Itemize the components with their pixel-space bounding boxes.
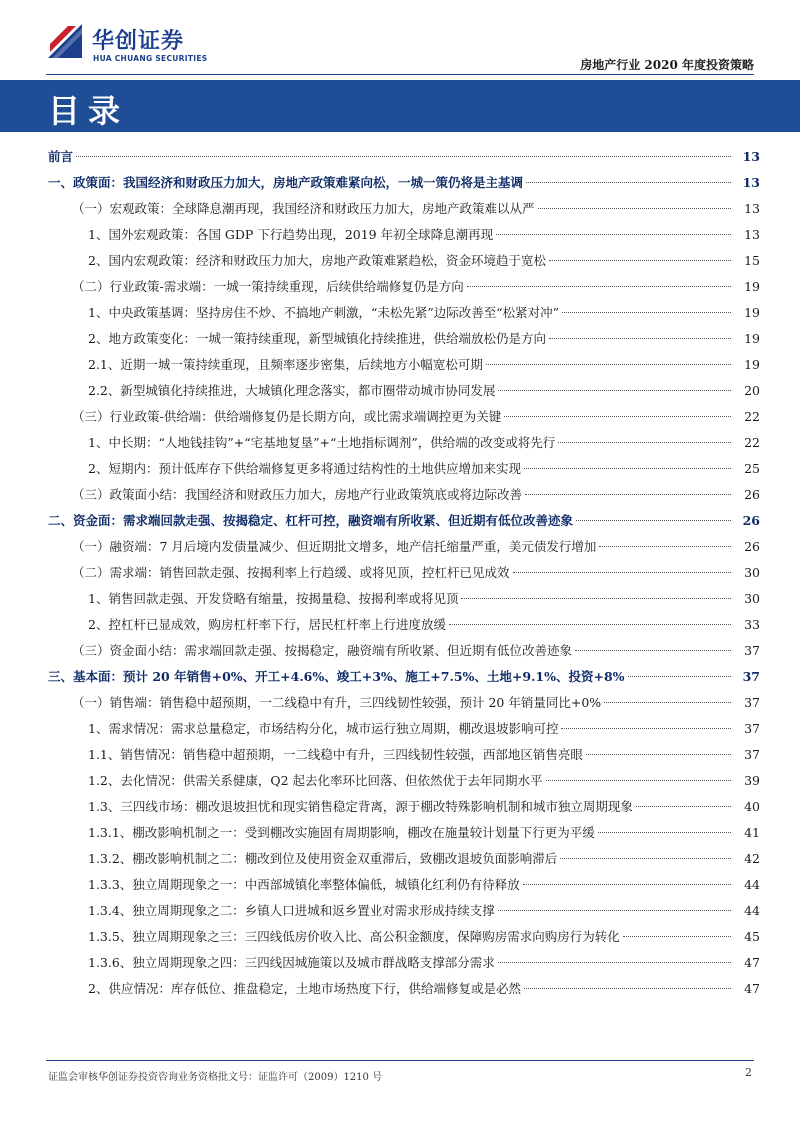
report-title: 房地产行业 2020 年度投资策略 xyxy=(580,58,754,72)
footer-divider xyxy=(46,1060,754,1061)
toc-entry[interactable] xyxy=(48,326,760,352)
toc-entry-page: 13 xyxy=(744,227,760,242)
toc-leader-dots xyxy=(524,988,731,989)
toc-entry-title: （一）宏观政策：全球降息潮再现，我国经济和财政压力加大，房地产政策难以从严 xyxy=(72,201,535,216)
toc-entry-page: 42 xyxy=(744,851,760,866)
toc-leader-dots xyxy=(496,234,731,235)
toc-leader-dots xyxy=(636,806,731,807)
toc-heading: 目录 xyxy=(48,92,129,130)
toc-entry[interactable] xyxy=(48,664,760,690)
toc-entry-title: 一、政策面：我国经济和财政压力加大，房地产政策难紧向松，一城一策仍将是主基调 xyxy=(48,175,524,190)
toc-banner xyxy=(0,80,800,132)
toc-entry[interactable] xyxy=(48,378,760,404)
toc-entry[interactable] xyxy=(48,196,760,222)
toc-entry-title: 1.3.2、棚改影响机制之二：棚改到位及使用资金双重滞后，致棚改退坡负面影响滞后 xyxy=(88,851,558,866)
toc-entry-title: 1、国外宏观政策：各国 GDP 下行趋势出现，2019 年初全球降息潮再现 xyxy=(88,227,494,242)
toc-leader-dots xyxy=(549,338,731,339)
toc-entry[interactable] xyxy=(48,352,760,378)
toc-entry-title: 前言 xyxy=(48,149,74,164)
toc-entry-title: 2.1、近期一城一策持续重现，且频率逐步密集，后续地方小幅宽松可期 xyxy=(88,357,483,372)
toc-entry-title: （三）资金面小结：需求端回款走强、按揭稳定，融资端有所收紧、但近期有低位改善迹象 xyxy=(72,643,573,658)
toc-entry-title: （三）行业政策-供给端：供给端修复仍是长期方向，或比需求端调控更为关键 xyxy=(72,409,502,424)
toc-entry-title: 1.1、销售情况：销售稳中超预期，一二线稳中有升，三四线韧性较强，西部地区销售亮眼 xyxy=(88,747,583,762)
toc-leader-dots xyxy=(576,520,731,521)
toc-entry-page: 40 xyxy=(744,799,760,814)
toc-entry-title: （一）融资端：7 月后境内发债量减少、但近期批文增多，地产信托缩量严重，美元债发行增加 xyxy=(72,539,597,554)
toc-entry-page: 30 xyxy=(744,565,760,580)
toc-entry[interactable] xyxy=(48,846,760,872)
brand-name-en: HUA CHUANG SECURITIES xyxy=(93,54,208,63)
toc-entry-title: 三、基本面：预计 20 年销售+0%、开工+4.6%、竣工+3%、施工+7.5%、土地+9.1%、投资+8% xyxy=(48,669,625,684)
toc-leader-dots xyxy=(562,312,731,313)
toc-entry[interactable] xyxy=(48,898,760,924)
toc-leader-dots xyxy=(549,260,731,261)
toc-entry[interactable] xyxy=(48,716,760,742)
toc-leader-dots xyxy=(538,208,731,209)
toc-entry-page: 39 xyxy=(744,773,760,788)
toc-leader-dots xyxy=(604,702,731,703)
toc-entry-page: 26 xyxy=(744,487,760,502)
toc-entry[interactable] xyxy=(48,586,760,612)
toc-entry[interactable] xyxy=(48,430,760,456)
toc-entry-page: 37 xyxy=(744,747,760,762)
toc-entry[interactable] xyxy=(48,950,760,976)
toc-entry-title: （一）销售端：销售稳中超预期，一二线稳中有升，三四线韧性较强，预计 20 年销量同比+0% xyxy=(72,695,602,710)
toc-leader-dots xyxy=(498,910,731,911)
toc-entry-title: 1.3.4、独立周期现象之二：乡镇人口进城和返乡置业对需求形成持续支撑 xyxy=(88,903,495,918)
toc-entry-title: 1、需求情况：需求总量稳定，市场结构分化，城市运行独立周期，棚改退坡影响可控 xyxy=(88,721,559,736)
toc-entry-page: 19 xyxy=(744,357,760,372)
toc-leader-dots xyxy=(546,780,731,781)
toc-entry-page: 44 xyxy=(744,903,760,918)
toc-entry-page: 41 xyxy=(744,825,760,840)
toc-entry[interactable] xyxy=(48,508,760,534)
toc-leader-dots xyxy=(599,546,731,547)
toc-entry-title: 1.3.5、独立周期现象之三：三四线低房价收入比、高公积金额度，保障购房需求向购房行为转化 xyxy=(88,929,620,944)
toc-leader-dots xyxy=(498,390,731,391)
toc-entry[interactable] xyxy=(48,144,760,170)
toc-entry-title: 2、控杠杆已显成效，购房杠杆率下行，居民杠杆率上行进度放缓 xyxy=(88,617,446,632)
toc-entry-page: 30 xyxy=(744,591,760,606)
toc-entry[interactable] xyxy=(48,456,760,482)
toc-entry-title: 二、资金面：需求端回款走强、按揭稳定、杠杆可控，融资端有所收紧、但近期有低位改善迹象 xyxy=(48,513,574,528)
toc-entry[interactable] xyxy=(48,170,760,196)
toc-entry[interactable] xyxy=(48,222,760,248)
toc-entry-page: 22 xyxy=(744,435,760,450)
toc-leader-dots xyxy=(513,572,731,573)
page-header xyxy=(0,0,800,80)
toc-leader-dots xyxy=(525,494,731,495)
toc-entry[interactable] xyxy=(48,690,760,716)
toc-entry[interactable] xyxy=(48,274,760,300)
toc-leader-dots xyxy=(467,286,731,287)
toc-entry-page: 19 xyxy=(744,279,760,294)
toc-entry-title: 2、国内宏观政策：经济和财政压力加大，房地产政策难紧趋松，资金环境趋于宽松 xyxy=(88,253,546,268)
toc-leader-dots xyxy=(523,884,731,885)
toc-entry[interactable] xyxy=(48,300,760,326)
toc-entry-title: 1.2、去化情况：供需关系健康，Q2 起去化率环比回落、但依然优于去年同期水平 xyxy=(88,773,543,788)
toc-entry-page: 26 xyxy=(742,513,760,528)
toc-entry[interactable] xyxy=(48,612,760,638)
toc-entry-title: 2.2、新型城镇化持续推进，大城镇化理念落实，都市圈带动城市协同发展 xyxy=(88,383,496,398)
toc-entry[interactable] xyxy=(48,794,760,820)
toc-leader-dots xyxy=(526,182,731,183)
brand-name-cn: 华创证券 xyxy=(92,29,185,54)
toc-entry-page: 22 xyxy=(744,409,760,424)
toc-entry[interactable] xyxy=(48,248,760,274)
toc-leader-dots xyxy=(561,728,731,729)
toc-entry-title: 1.3.3、独立周期现象之一：中西部城镇化率整体偏低，城镇化红利仍有待释放 xyxy=(88,877,520,892)
toc-entry-page: 25 xyxy=(744,461,760,476)
toc-entry-title: 1.3.6、独立周期现象之四：三四线因城施策以及城市群战略支撑部分需求 xyxy=(88,955,495,970)
toc-leader-dots xyxy=(586,754,731,755)
toc-entry-page: 45 xyxy=(744,929,760,944)
toc-entry-page: 47 xyxy=(744,955,760,970)
toc-entry-title: 1.3、三四线市场：棚改退坡担忧和现实销售稳定背离，源于棚改特殊影响机制和城市独立周期现象 xyxy=(88,799,633,814)
toc-entry-title: 2、短期内：预计低库存下供给端修复更多将通过结构性的土地供应增加来实现 xyxy=(88,461,521,476)
toc-entry-title: 2、地方政策变化：一城一策持续重现，新型城镇化持续推进，供给端放松仍是方向 xyxy=(88,331,546,346)
toc-entry[interactable] xyxy=(48,638,760,664)
page-number: 2 xyxy=(745,1066,752,1079)
toc-entry[interactable] xyxy=(48,924,760,950)
toc-entry-page: 20 xyxy=(744,383,760,398)
toc-entry-title: 1、中央政策基调：坚持房住不炒、不搞地产刺激，“未松先紧”边际改善至“松紧对冲” xyxy=(88,305,560,320)
toc-entry[interactable] xyxy=(48,976,760,1002)
header-divider xyxy=(46,74,754,75)
toc-leader-dots xyxy=(461,598,731,599)
toc-entry[interactable] xyxy=(48,482,760,508)
toc-entry[interactable] xyxy=(48,872,760,898)
toc-leader-dots xyxy=(524,468,731,469)
toc-entry-page: 37 xyxy=(744,721,760,736)
toc-entry-page: 47 xyxy=(744,981,760,996)
toc-entry[interactable] xyxy=(48,560,760,586)
toc-entry-title: （二）行业政策-需求端：一城一策持续重现，后续供给端修复仍是方向 xyxy=(72,279,464,294)
toc-entry-page: 26 xyxy=(744,539,760,554)
toc-leader-dots xyxy=(449,624,731,625)
toc-entry-title: 2、供应情况：库存低位、推盘稳定，土地市场热度下行，供给端修复或是必然 xyxy=(88,981,521,996)
license-note: 证监会审核华创证券投资咨询业务资格批文号：证监许可（2009）1210 号 xyxy=(48,1072,383,1083)
toc-leader-dots xyxy=(623,936,731,937)
toc-entry-page: 37 xyxy=(742,669,760,684)
toc-entry-page: 44 xyxy=(744,877,760,892)
toc-leader-dots xyxy=(560,858,731,859)
toc-entry[interactable] xyxy=(48,820,760,846)
huachuang-logo-icon xyxy=(46,22,84,60)
toc-entry-page: 13 xyxy=(744,201,760,216)
toc-leader-dots xyxy=(498,962,731,963)
toc-entry-page: 15 xyxy=(744,253,760,268)
toc-leader-dots xyxy=(575,650,731,651)
toc-entry-page: 19 xyxy=(744,331,760,346)
toc-leader-dots xyxy=(628,676,731,677)
toc-entry-page: 33 xyxy=(744,617,760,632)
toc-entry-page: 13 xyxy=(742,175,760,190)
toc-entry[interactable] xyxy=(48,404,760,430)
toc-entry[interactable] xyxy=(48,742,760,768)
toc-entry-title: 1.3.1、棚改影响机制之一：受到棚改实施固有周期影响，棚改在施量较计划量下行更为平缓 xyxy=(88,825,595,840)
toc-entry-page: 13 xyxy=(742,149,760,164)
toc-leader-dots xyxy=(486,364,731,365)
toc-entry[interactable] xyxy=(48,768,760,794)
toc-entry-page: 19 xyxy=(744,305,760,320)
toc-leader-dots xyxy=(76,156,731,157)
toc-entry-page: 37 xyxy=(744,643,760,658)
toc-leader-dots xyxy=(558,442,731,443)
toc-entry[interactable] xyxy=(48,534,760,560)
toc-leader-dots xyxy=(598,832,731,833)
toc-entry-title: （二）需求端：销售回款走强、按揭利率上行趋缓、或将见顶，控杠杆已见成效 xyxy=(72,565,510,580)
toc-leader-dots xyxy=(504,416,731,417)
toc-entry-page: 37 xyxy=(744,695,760,710)
toc-entry-title: （三）政策面小结：我国经济和财政压力加大，房地产行业政策筑底或将边际改善 xyxy=(72,487,523,502)
table-of-contents xyxy=(48,144,760,1002)
toc-entry-title: 1、中长期：“人地钱挂钩”+“宅基地复垦”+“土地指标调剂”，供给端的改变或将先行 xyxy=(88,435,556,450)
toc-entry-title: 1、销售回款走强、开发贷略有缩量，按揭量稳、按揭利率或将见顶 xyxy=(88,591,459,606)
